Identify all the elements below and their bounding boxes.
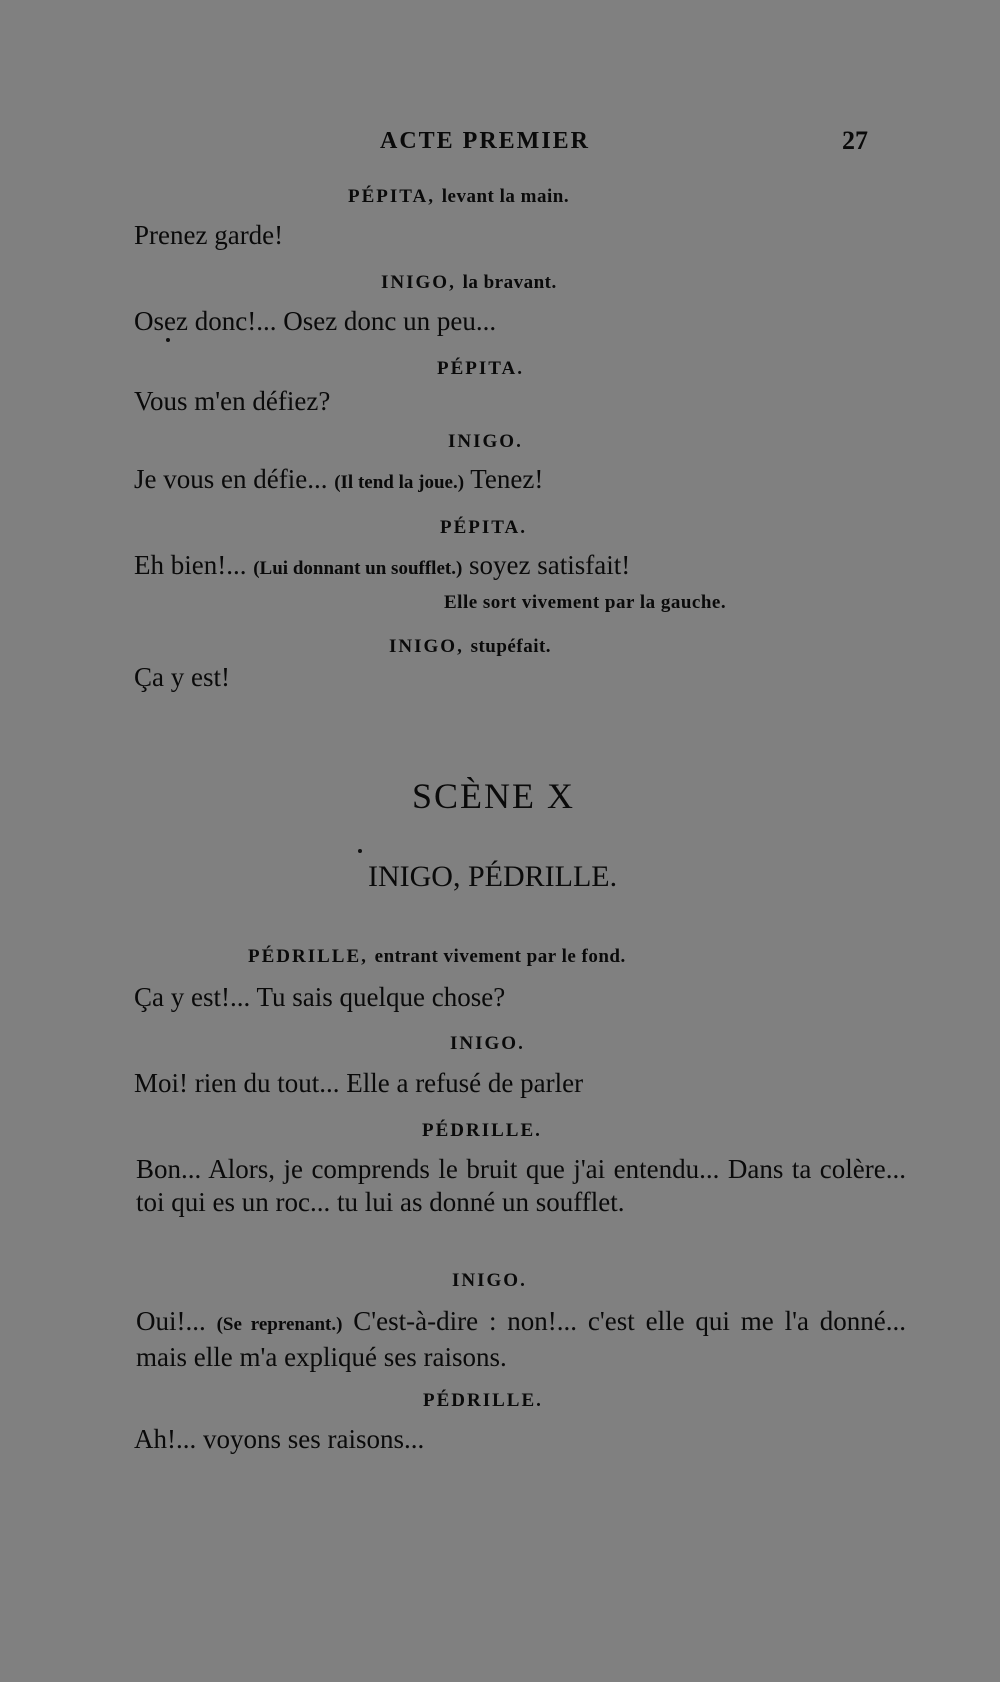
scene-characters: INIGO, PÉDRILLE. bbox=[368, 860, 618, 893]
speaker-inigo: INIGO. bbox=[452, 1270, 527, 1291]
stage-direction: la bravant. bbox=[462, 272, 557, 293]
dialogue-line: Moi! rien du tout... Elle a refusé de parler bbox=[134, 1068, 584, 1098]
dialogue-text: C'est-à-dire : non!... c'est elle qui me l'a donné... mais elle m'a expliqué ses raisons. bbox=[136, 1306, 907, 1372]
speaker-name: PÉDRILLE, bbox=[248, 946, 368, 967]
stage-direction: levant la main. bbox=[441, 186, 570, 207]
speaker-inigo: INIGO. bbox=[448, 431, 523, 452]
speaker-pepita: PÉPITA. bbox=[437, 358, 525, 379]
stage-direction: entrant vivement par le fond. bbox=[374, 946, 626, 967]
dialogue-line: Prenez garde! bbox=[134, 220, 284, 250]
stage-direction: stupéfait. bbox=[470, 636, 552, 657]
dialogue-line: Osez donc!... Osez donc un peu... bbox=[134, 306, 497, 336]
speaker-inigo bbox=[389, 636, 551, 658]
running-header: ACTE PREMIER bbox=[380, 128, 591, 154]
dialogue-paragraph: Bon... Alors, je comprends le bruit que j'ai entendu... Dans ta colère... toi qui es un roc... tu lui as donné un soufflet. bbox=[136, 1154, 906, 1217]
speaker-name: INIGO, bbox=[381, 272, 456, 293]
dialogue-line: Ça y est! bbox=[134, 662, 230, 692]
dialogue-line: Ah!... voyons ses raisons... bbox=[134, 1424, 425, 1454]
speaker-pedrille bbox=[248, 946, 626, 968]
page-number: 27 bbox=[842, 126, 868, 155]
speaker-pepita: PÉPITA. bbox=[440, 517, 528, 538]
speaker-inigo: INIGO. bbox=[450, 1033, 525, 1054]
scene-title: SCÈNE X bbox=[412, 776, 576, 816]
dialogue-line bbox=[134, 550, 630, 581]
stage-direction: (Il tend la joue.) bbox=[334, 472, 465, 493]
dialogue-text: Oui!... bbox=[136, 1306, 206, 1336]
speaker-pedrille: PÉDRILLE. bbox=[422, 1120, 542, 1141]
speaker-inigo bbox=[381, 272, 557, 294]
speaker-pepita bbox=[348, 186, 569, 208]
dialogue-text: Eh bien!... bbox=[134, 550, 247, 580]
stage-direction: (Se reprenant.) bbox=[216, 1314, 343, 1335]
dialogue-line: Vous m'en défiez? bbox=[134, 386, 331, 416]
dialogue-line: Ça y est!... Tu sais quelque chose? bbox=[134, 982, 506, 1012]
dialogue-text: Tenez! bbox=[470, 464, 544, 494]
stage-direction: (Lui donnant un soufflet.) bbox=[253, 558, 463, 579]
dialogue-text: Je vous en défie... bbox=[134, 464, 328, 494]
dialogue-text: soyez satisfait! bbox=[469, 550, 631, 580]
speaker-name: INIGO, bbox=[389, 636, 464, 657]
speaker-name: PÉPITA, bbox=[348, 186, 436, 207]
print-speck bbox=[166, 338, 170, 342]
speaker-pedrille: PÉDRILLE. bbox=[423, 1390, 543, 1411]
dialogue-line bbox=[134, 464, 543, 495]
print-speck bbox=[358, 849, 362, 853]
stage-direction: Elle sort vivement par la gauche. bbox=[444, 592, 727, 613]
dialogue-paragraph bbox=[107, 1305, 906, 1374]
